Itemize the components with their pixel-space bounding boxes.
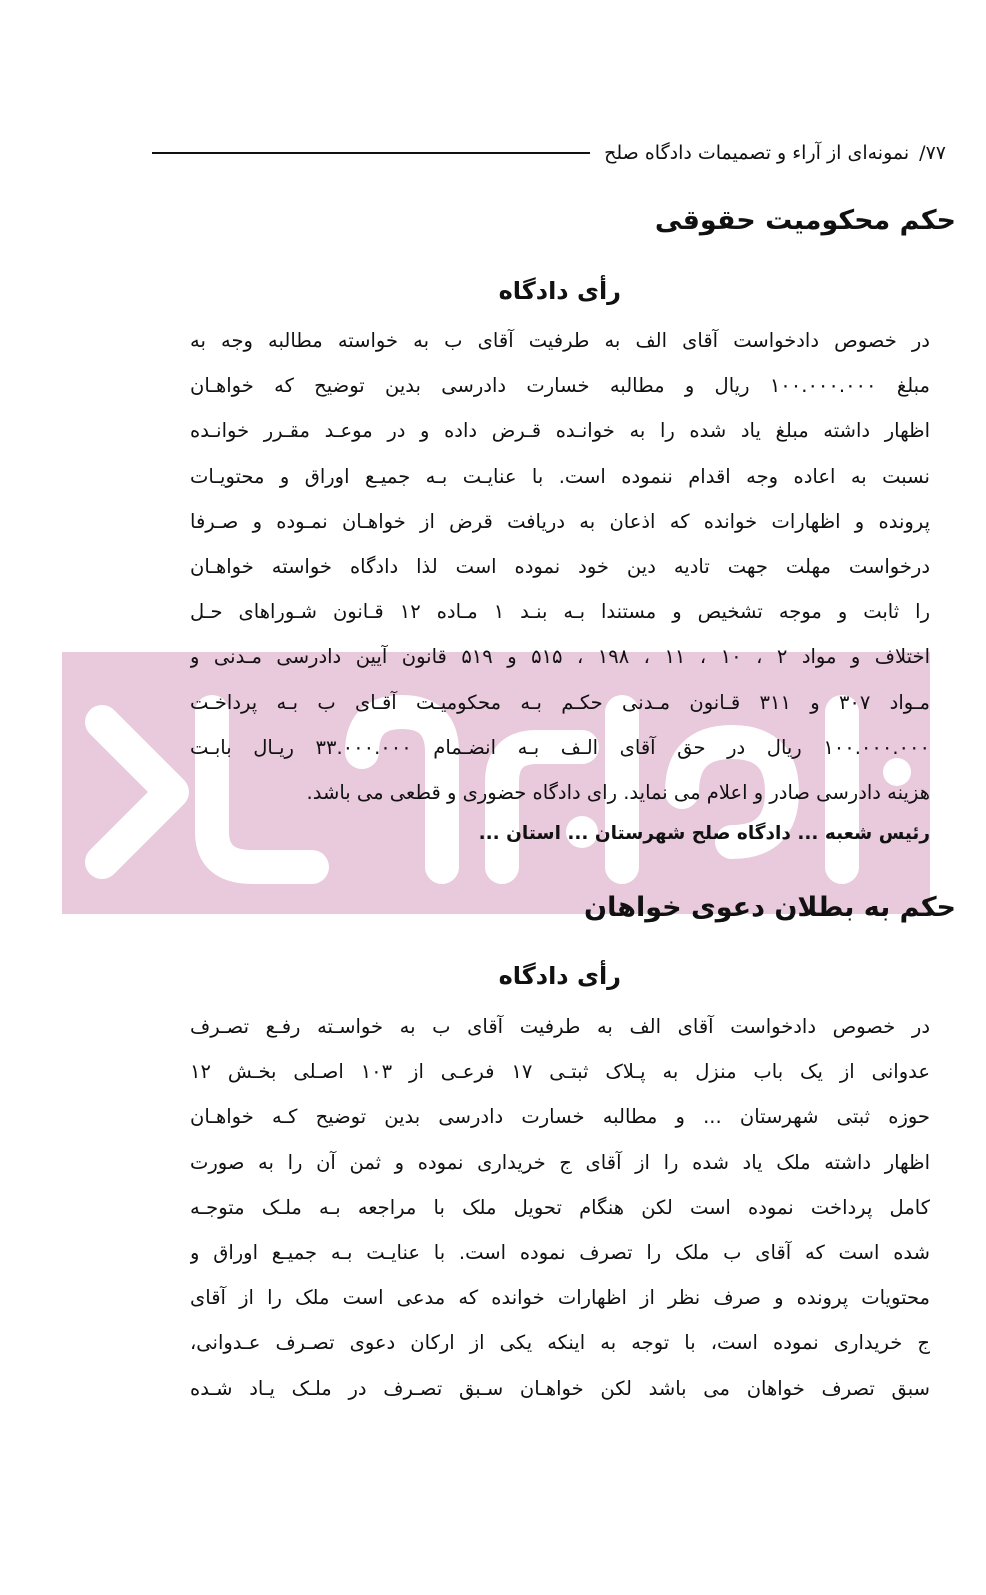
text-line: درخواست مهلت جهت تادیه دین خود نموده است لذا دادگاه خواسته خواهـان — [190, 555, 930, 579]
section-heading-claim-dismissal: حکم به بطلان دعوی خواهان — [584, 892, 956, 923]
text-line: در خصوص دادخواست آقای الف به طرفیت آقای ب به خواسـته رفـع تصـرف — [190, 1015, 930, 1038]
text-line: کامل پرداخت نموده است لکن هنگام تحویل ملک با مراجعه بـه ملـک متوجـه — [190, 1195, 930, 1219]
ruling-text-1 — [190, 318, 930, 815]
text-line: در خصوص دادخواست آقای الف به طرفیت آقای ب به خواسته مطالبه وجه به — [190, 329, 930, 352]
text-line: پرونده و اظهارات خوانده که اذعان به دریافت قرض از خواهـان نمـوده و صـرفا — [190, 509, 930, 533]
text-line: نسبت به اعاده وجه اقدام ننموده است. با عنایـت بـه جمیـع اوراق و محتویـات — [190, 464, 930, 488]
text-line: ج خریداری نموده است، با توجه به اینکه یکی از ارکان دعوی تصـرف عـدوانی، — [190, 1331, 930, 1355]
text-line: اختلاف و مواد ۲ ، ۱۰ ، ۱۱ ، ۱۹۸ ، ۵۱۵ و ۵۱۹ قانون آیین دادرسی مـدنی و — [190, 645, 930, 669]
text-line: اظهار داشته ملک یاد شده را از آقای ج خریداری نموده و ثمن آن را به صورت — [190, 1150, 930, 1174]
ruling-text-2 — [190, 1004, 930, 1411]
text-line: اظهار داشته مبلغ یاد شده را به خوانـده قـرض داده و در موعـد مقـرر خوانـده — [190, 419, 930, 443]
court-signature: رئیس شعبه ... دادگاه صلح شهرستان ... استان ... — [478, 823, 930, 844]
header-rule — [152, 152, 590, 154]
text-line: مـواد ۳۰۷ و ۳۱۱ قـانون مـدنی حکـم بـه محکومیـت آقـای ب بـه پرداخـت — [190, 690, 930, 714]
text-line: شده است که آقای ب ملک را تصرف نموده است. با عنایـت بـه جمیـع اوراق و — [190, 1241, 930, 1265]
text-line: عدوانی از یک باب منزل به پـلاک ثبتـی ۱۷ فرعـی از ۱۰۳ اصـلی بخـش ۱۲ — [190, 1060, 930, 1084]
section-heading-civil-judgment: حکم محکومیت حقوقی — [654, 205, 956, 236]
court-ruling-heading-1: رأی دادگاه — [498, 277, 621, 305]
text-line: حوزه ثبتی شهرستان ... و مطالبه خسارت دادرسی بدین توضیح کـه خواهـان — [190, 1105, 930, 1129]
text-line: هزینه دادرسی صادر و اعلام می نماید. رای دادگاه حضوری و قطعی می باشد. — [306, 781, 930, 805]
running-header — [152, 138, 952, 168]
text-line: محتویات پرونده و صرف نظر از اظهارات خوانده که مدعی است ملک را از آقای — [190, 1286, 930, 1310]
text-line: ۱۰۰.۰۰۰.۰۰۰ ریال در حق آقای الـف بـه انضـمام ۳۳.۰۰۰.۰۰۰ ریـال بابـت — [190, 735, 930, 759]
text-line: سبق تصرف خواهان می باشد لکن خواهـان سـبق تصـرف در ملـک یـاد شـده — [190, 1376, 930, 1400]
text-line: را ثابت و موجه تشخیص و مستندا بـه بنـد ۱ مـاده ۱۲ قـانون شـوراهای حـل — [190, 600, 930, 624]
court-ruling-heading-2: رأی دادگاه — [498, 962, 621, 990]
text-line: مبلغ ۱۰۰.۰۰۰.۰۰۰ ریال و مطالبه خسارت دادرسی بدین توضیح که خواهـان — [190, 374, 930, 398]
book-title: نمونه‌ای از آراء و تصمیمات دادگاه صلح — [604, 142, 910, 164]
page-number: ۷۷/ — [919, 142, 946, 164]
